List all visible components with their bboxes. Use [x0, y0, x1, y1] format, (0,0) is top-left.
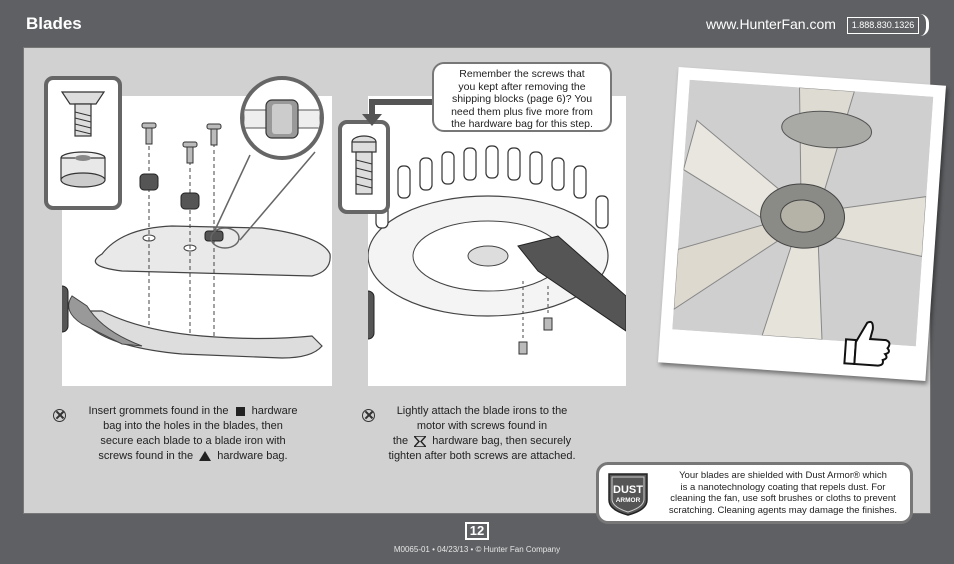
- step-2-line-4: tighten after both screws are attached.: [388, 450, 576, 462]
- phone-number: 1.888.830.1326: [847, 17, 919, 34]
- step-1-instructions: [68, 404, 318, 464]
- callout-line-4: need them plus five more from: [451, 105, 593, 118]
- step-2-line-1: Lightly attach the blade irons to the: [396, 405, 568, 417]
- step-1-line-4b: hardware bag.: [217, 450, 288, 462]
- step-2-line-3a: the: [392, 435, 409, 447]
- step-2-instructions: [374, 404, 590, 464]
- callout-line-2: you kept after removing the: [458, 80, 586, 93]
- dust-armor-word-1: DUST: [613, 484, 643, 496]
- section-title: Blades: [26, 14, 82, 33]
- website-url[interactable]: www.HunterFan.com: [706, 16, 836, 32]
- magnifier-leader-lines: [210, 150, 320, 250]
- blade-iron-attachment-illustration: [368, 96, 626, 386]
- screw-closeup-callout: [338, 120, 390, 214]
- thumbs-up-icon: [838, 315, 897, 371]
- step-1-line-3: secure each blade to a blade iron with: [100, 435, 286, 447]
- callout-arrow: [360, 96, 440, 128]
- swoosh-decoration: [920, 14, 929, 36]
- step-1-line-2: bag into the holes in the blades, then: [103, 420, 283, 432]
- page-number: 12: [465, 522, 489, 540]
- hardware-closeup-callout: [44, 76, 122, 210]
- finished-fan-photo: [658, 67, 946, 381]
- dust-armor-description: [660, 470, 906, 516]
- dust-armor-line-3: cleaning the fan, use soft brushes or cloths to prevent: [670, 493, 896, 504]
- x-circle-icon: [53, 409, 66, 422]
- document-info: M0065-01 • 04/23/13 • © Hunter Fan Company: [393, 545, 561, 554]
- callout-line-1: Remember the screws that: [459, 68, 585, 80]
- dust-armor-line-2: is a nanotechnology coating that repels dust. For: [680, 481, 886, 493]
- dust-armor-badge: [603, 472, 653, 516]
- magnifier-circle: [240, 76, 324, 160]
- step-2-line-2: motor with screws found in: [416, 420, 548, 432]
- screws-reminder-callout: [432, 62, 612, 132]
- hourglass-icon: [414, 436, 426, 447]
- dust-armor-line-4: scratching. Cleaning agents may damage the finishes.: [668, 504, 898, 516]
- dust-armor-word-2: ARMOR: [615, 497, 641, 504]
- step-1-line-4a: screws found in the: [98, 450, 194, 462]
- triangle-icon: [199, 451, 211, 461]
- dust-armor-line-1: Your blades are shielded with Dust Armor® which: [679, 470, 887, 481]
- callout-line-3: shipping blocks (page 6)? You: [451, 93, 593, 105]
- square-icon: [236, 407, 245, 416]
- step-1-line-1b: hardware: [251, 405, 298, 417]
- callout-line-5: the hardware bag for this step.: [451, 118, 593, 130]
- step-2-line-3b: hardware bag, then securely: [432, 435, 572, 447]
- step-1-line-1a: Insert grommets found in the: [88, 405, 229, 417]
